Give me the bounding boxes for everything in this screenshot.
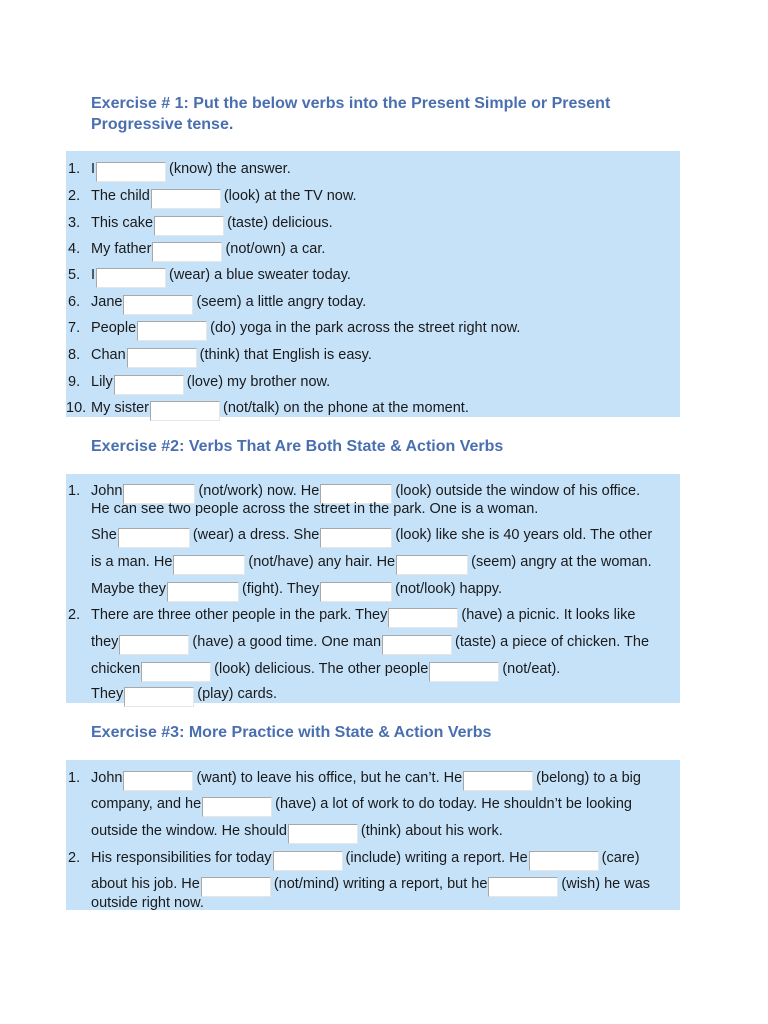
exercise-3-line-4 xyxy=(91,849,640,867)
text-segment: (fight). They xyxy=(241,581,320,597)
answer-input[interactable] xyxy=(152,242,222,262)
text-segment: (seem) angry at the woman. xyxy=(471,554,652,570)
text-segment: (include) writing a report. He xyxy=(345,850,528,866)
answer-input[interactable] xyxy=(96,268,166,288)
exercise-2-line-2 xyxy=(91,500,538,518)
answer-input[interactable] xyxy=(173,555,245,575)
text-segment: (play) cards. xyxy=(197,686,278,702)
answer-input[interactable] xyxy=(137,321,207,341)
text-segment: is a man. He xyxy=(91,554,173,570)
text-segment: (look) like she is 40 years old. The other xyxy=(395,527,653,543)
exercise-1-item-3 xyxy=(91,214,333,232)
answer-input[interactable] xyxy=(201,877,271,897)
item-prompt: (wear) a blue sweater today. xyxy=(169,267,351,283)
exercise-3-line-5 xyxy=(91,875,650,893)
exercise-3-line-1 xyxy=(91,769,641,787)
answer-input[interactable] xyxy=(167,582,239,602)
exercise-2-heading: Exercise #2: Verbs That Are Both State & Action Verbs xyxy=(91,438,504,455)
item-number: 2. xyxy=(68,188,81,204)
item-subject: People xyxy=(91,320,137,336)
exercise-2-line-6 xyxy=(91,606,635,624)
exercise-1-item-1 xyxy=(91,160,291,178)
answer-input[interactable] xyxy=(127,348,197,368)
text-segment: (think) about his work. xyxy=(360,823,503,839)
item-number: 3. xyxy=(68,215,81,231)
exercise-2-line-5 xyxy=(91,580,502,598)
answer-input[interactable] xyxy=(150,401,220,421)
text-segment: (want) to leave his office, but he can’t. He xyxy=(196,770,463,786)
item-prompt: (love) my brother now. xyxy=(186,374,331,390)
exercise-3-line-3 xyxy=(91,822,503,840)
item-number: 2. xyxy=(68,607,81,623)
item-prompt: (taste) delicious. xyxy=(227,215,333,231)
exercise-1-item-9 xyxy=(91,373,330,391)
exercise-1-item-7 xyxy=(91,319,520,337)
exercise-1-item-8 xyxy=(91,346,372,364)
text-segment: about his job. He xyxy=(91,876,200,892)
text-segment: (not/look) happy. xyxy=(395,581,503,597)
answer-input[interactable] xyxy=(320,528,392,548)
item-number: 1. xyxy=(68,770,81,786)
item-number: 5. xyxy=(68,267,81,283)
item-number: 8. xyxy=(68,347,81,363)
text-segment: There are three other people in the park. They xyxy=(91,607,388,623)
text-segment: outside the window. He should xyxy=(91,823,287,839)
text-segment: (taste) a piece of chicken. The xyxy=(455,634,650,650)
item-prompt: (think) that English is easy. xyxy=(199,347,372,363)
exercise-3-line-2 xyxy=(91,795,632,813)
text-segment: His responsibilities for today xyxy=(91,850,272,866)
text-segment: (wear) a dress. She xyxy=(192,527,320,543)
text-segment: (have) a lot of work to do today. He shouldn’t be looking xyxy=(275,796,632,812)
text-segment: (care) xyxy=(601,850,640,866)
item-subject: Lily xyxy=(91,374,113,390)
answer-input[interactable] xyxy=(96,162,166,182)
text-segment: She xyxy=(91,527,117,543)
item-prompt: (look) at the TV now. xyxy=(223,188,357,204)
item-subject: My father xyxy=(91,241,152,257)
item-number: 10. xyxy=(66,400,87,416)
answer-input[interactable] xyxy=(202,797,272,817)
item-subject: My sister xyxy=(91,400,149,416)
text-segment: John xyxy=(91,483,123,499)
item-prompt: (seem) a little angry today. xyxy=(196,294,367,310)
text-segment: (have) a picnic. It looks like xyxy=(461,607,636,623)
item-subject: I xyxy=(91,161,96,177)
exercise-2-line-8 xyxy=(91,660,560,678)
text-segment: (look) delicious. The other people xyxy=(214,661,429,677)
answer-input[interactable] xyxy=(382,635,452,655)
answer-input[interactable] xyxy=(118,528,190,548)
item-number: 2. xyxy=(68,850,81,866)
text-segment: (not/work) now. He xyxy=(198,483,320,499)
answer-input[interactable] xyxy=(151,189,221,209)
exercise-2-line-7 xyxy=(91,633,649,651)
text-segment: He can see two people across the street in the park. One is a woman. xyxy=(91,501,539,517)
text-segment: (look) outside the window of his office. xyxy=(395,483,641,499)
text-segment: (belong) to a big xyxy=(536,770,641,786)
answer-input[interactable] xyxy=(429,662,499,682)
answer-input[interactable] xyxy=(488,877,558,897)
text-segment: (have) a good time. One man xyxy=(192,634,382,650)
answer-input[interactable] xyxy=(114,375,184,395)
text-segment: (not/eat). xyxy=(502,661,561,677)
answer-input[interactable] xyxy=(141,662,211,682)
item-number: 9. xyxy=(68,374,81,390)
answer-input[interactable] xyxy=(123,771,193,791)
answer-input[interactable] xyxy=(529,851,599,871)
text-segment: company, and he xyxy=(91,796,202,812)
exercise-1-item-2 xyxy=(91,187,357,205)
answer-input[interactable] xyxy=(463,771,533,791)
item-prompt: (know) the answer. xyxy=(169,161,291,177)
text-segment: Maybe they xyxy=(91,581,166,597)
answer-input[interactable] xyxy=(123,295,193,315)
item-number: 6. xyxy=(68,294,81,310)
item-number: 1. xyxy=(68,161,81,177)
answer-input[interactable] xyxy=(273,851,343,871)
item-prompt: (not/talk) on the phone at the moment. xyxy=(223,400,469,416)
exercise-1-heading-line-2: Progressive tense. xyxy=(91,116,234,133)
text-segment: chicken xyxy=(91,661,141,677)
exercise-2-line-1 xyxy=(91,482,640,500)
item-number: 1. xyxy=(68,483,81,499)
text-segment: (wish) he was xyxy=(561,876,651,892)
text-segment: They xyxy=(91,686,124,702)
exercise-1-heading-line-1: Exercise # 1: Put the below verbs into the Present Simple or Present xyxy=(91,95,611,112)
text-segment: they xyxy=(91,634,119,650)
text-segment: outside right now. xyxy=(91,895,204,911)
exercise-1-heading xyxy=(91,93,691,135)
item-subject: I xyxy=(91,267,96,283)
answer-input[interactable] xyxy=(396,555,468,575)
item-subject: Jane xyxy=(91,294,123,310)
answer-input[interactable] xyxy=(154,216,224,236)
item-number: 7. xyxy=(68,320,81,336)
text-segment: (not/mind) writing a report, but he xyxy=(273,876,488,892)
answer-input[interactable] xyxy=(388,608,458,628)
exercise-2-line-3 xyxy=(91,526,652,544)
item-subject: Chan xyxy=(91,347,126,363)
item-prompt: (do) yoga in the park across the street right now. xyxy=(210,320,521,336)
answer-input[interactable] xyxy=(119,635,189,655)
exercise-2-line-4 xyxy=(91,553,652,571)
item-prompt: (not/own) a car. xyxy=(225,241,326,257)
exercise-3-line-6 xyxy=(91,894,204,912)
item-subject: The child xyxy=(91,188,150,204)
text-segment: John xyxy=(91,770,123,786)
answer-input[interactable] xyxy=(124,687,194,707)
exercise-1-item-10 xyxy=(91,399,469,417)
exercise-2-line-9 xyxy=(91,685,277,703)
exercise-1-item-6 xyxy=(91,293,366,311)
item-number: 4. xyxy=(68,241,81,257)
exercise-3-heading: Exercise #3: More Practice with State & Action Verbs xyxy=(91,724,492,741)
exercise-1-item-5 xyxy=(91,266,351,284)
answer-input[interactable] xyxy=(320,582,392,602)
exercise-1-item-4 xyxy=(91,240,325,258)
answer-input[interactable] xyxy=(288,824,358,844)
item-subject: This cake xyxy=(91,215,154,231)
text-segment: (not/have) any hair. He xyxy=(248,554,396,570)
